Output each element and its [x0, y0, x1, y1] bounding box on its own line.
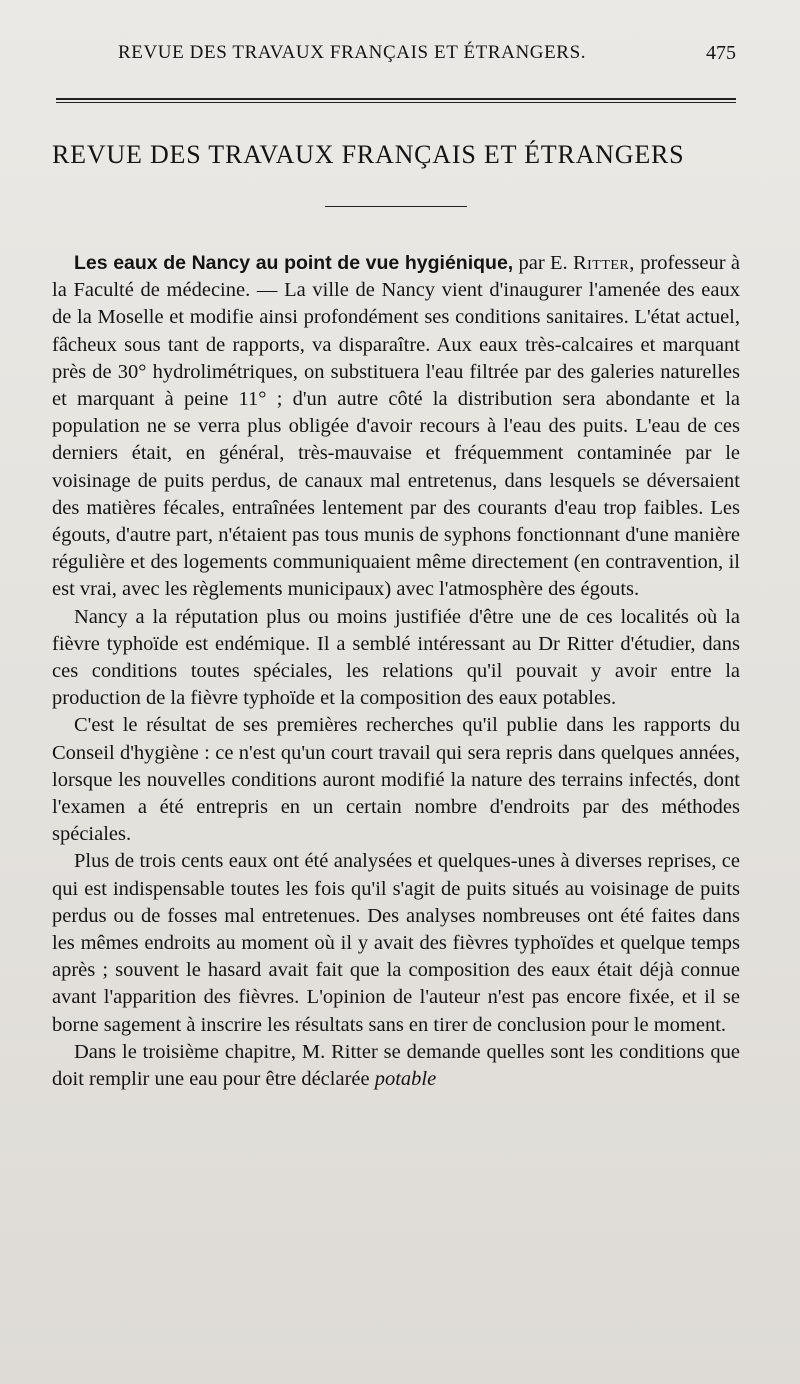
intro-text: professeur à la Faculté de médecine. — La ville de Nancy vient d'inaugurer l'amenée des eaux de la Moselle et modifie ainsi profondément ses conditions sanitaires. L'état actuel, fâcheux sous tant de rapports, va disparaître. Aux eaux très-calcaires et marquant près de 30° hydrolimétriques, on substituera l'eau filtrée par des galeries naturelles et marquant à peine 11° ; d'un autre côté la distribution sera abondante et la population ne se verra plus obligée d'avoir recours à l'eau des puits. L'eau de ces derniers était, en général, très-mauvaise et fréquemment contaminée par le voisinage de puits perdus, de canaux mal entretenus, dans lesquels se déversaient des matières fécales, entraînées lentement par des courants d'eau trop faibles. Les égouts, d'autre part, n'étaient pas tous munis de syphons fonctionnant d'une manière régulière et des logements communiquaient même directement (en contravention, il est vrai, avec les règlements municipaux) avec l'atmosphère des égouts. [52, 252, 740, 601]
paragraph-last [52, 1039, 740, 1093]
paragraph: Nancy a la réputation plus ou moins justifiée d'être une de ces localités où la fièvre typhoïde est endémique. Il a semblé intéressant au Dr Ritter d'étudier, dans ces conditions toutes spéciales, les relations qu'il pouvait y avoir entre la production de la fièvre typhoïde et la composition des eaux potables. [52, 605, 740, 710]
title-rule [325, 206, 467, 207]
paragraph-intro [52, 250, 740, 604]
running-title: REVUE DES TRAVAUX FRANÇAIS ET ÉTRANGERS. [118, 42, 587, 63]
section-title: REVUE DES TRAVAUX FRANÇAIS ET ÉTRANGERS [52, 140, 685, 169]
article-author: Ritter, [572, 252, 635, 274]
running-head [56, 42, 740, 74]
closing-word: potable [374, 1068, 437, 1091]
page-number: 475 [706, 42, 736, 64]
paragraph: Plus de trois cents eaux ont été analysées et quelques-unes à diverses reprises, ce qui est indispensable toutes les fois qu'il s'agit de puits situés au voisinage de puits perdus ou de fosses mal entretenues. Des analyses nombreuses ont été faites dans les mêmes endroits au moment où il y avait des fièvres typhoïdes et quelque temps après ; souvent le hasard avait fait que la composition des eaux était déjà connue avant l'apparition des fièvres. L'opinion de l'auteur n'est pas encore fixée, et il se borne sagement à inscrire les résultats sans en tirer de conclusion pour le moment. [52, 850, 740, 1036]
article-body [52, 250, 740, 1093]
header-rule [56, 98, 736, 103]
byline-par: par E. [513, 252, 573, 274]
last-paragraph-text: Dans le troisième chapitre, M. Ritter se demande quelles sont les conditions que doit remplir une eau pour être déclarée [52, 1040, 740, 1091]
article-title: Les eaux de Nancy au point de vue hygiénique, [74, 252, 514, 274]
paragraph: C'est le résultat de ses premières recherches qu'il publie dans les rapports du Conseil d'hygiène : ce n'est qu'un court travail qui sera repris dans quelques années, lorsque les nouvelles conditions auront modifié la nature des terrains infectés, dont l'examen a été entrepris en un certain nombre d'endroits par des méthodes spéciales. [52, 714, 740, 846]
